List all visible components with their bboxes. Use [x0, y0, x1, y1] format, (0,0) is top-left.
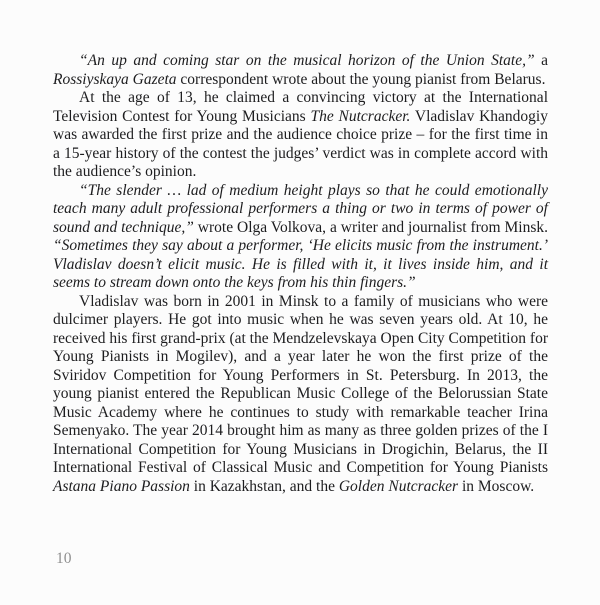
text-segment: correspondent wrote about the young pianist from Belarus.	[176, 70, 546, 88]
italic-text-segment: Golden Nutcracker	[338, 477, 459, 495]
text-segment: At the age of 13, he claimed a convincing victory at the International Television Contest for Young Musicians	[53, 89, 548, 125]
paragraph-3	[53, 182, 548, 293]
paragraph-1	[53, 52, 548, 89]
italic-text-segment: Astana Piano Passion	[53, 477, 190, 495]
text-segment: wrote Olga Volkova, a writer and journalist from Minsk.	[193, 218, 548, 236]
text-segment: in Moscow.	[458, 477, 535, 495]
text-segment: Vladislav was born in 2001 in Minsk to a family of musicians who were dulcimer players. He got into music when he was seven years old. At 10, he received his first grand-prix (at the Mendzelevskaya Open City Competition for Young Pianists in Mogilev), and a year later he won the first prize of the Sviridov Competition for Young Performers in St. Petersburg. In 2013, the young pianist entered the Republican Music College of the Belorussian State Music Academy where he continues to study with remarkable teacher Irina Semenyako. The year 2014 brought him as many as three golden prizes of the I International Competition for Young Musicians in Drogichin, Belarus, the II International Festival of Classical Music and Competition for Young Pianists	[53, 292, 548, 476]
italic-text-segment: “Sometimes they say about a performer, ‘He elicits music from the instrument.’ Vladislav doesn’t elicit music. He is filled with it, it lives inside him, and it seems to stream down onto the keys from his thin fingers.”	[53, 237, 548, 291]
italic-text-segment: “An up and coming star on the musical horizon of the Union State,”	[79, 52, 535, 69]
italic-text-segment: The Nutcracker.	[310, 107, 411, 125]
page-text-block	[53, 52, 548, 496]
text-segment: a	[534, 52, 548, 69]
text-segment: in Kazakhstan, and the	[189, 477, 339, 495]
paragraph-4	[53, 293, 548, 497]
page-number: 10	[56, 550, 72, 567]
paragraph-2	[53, 89, 548, 182]
italic-text-segment: Rossiyskaya Gazeta	[53, 70, 177, 88]
text-segment: Vladislav Khandogiy was awarded the first prize and the audience choice prize – for the first time in a 15-year history of the contest the judges’ verdict was in complete accord with the audience’s opinion.	[53, 107, 548, 180]
italic-text-segment: “The slender … lad of medium height plays so that he could emotionally teach many adult professional performers a thing or two in terms of power of sound and technique,”	[53, 181, 548, 236]
